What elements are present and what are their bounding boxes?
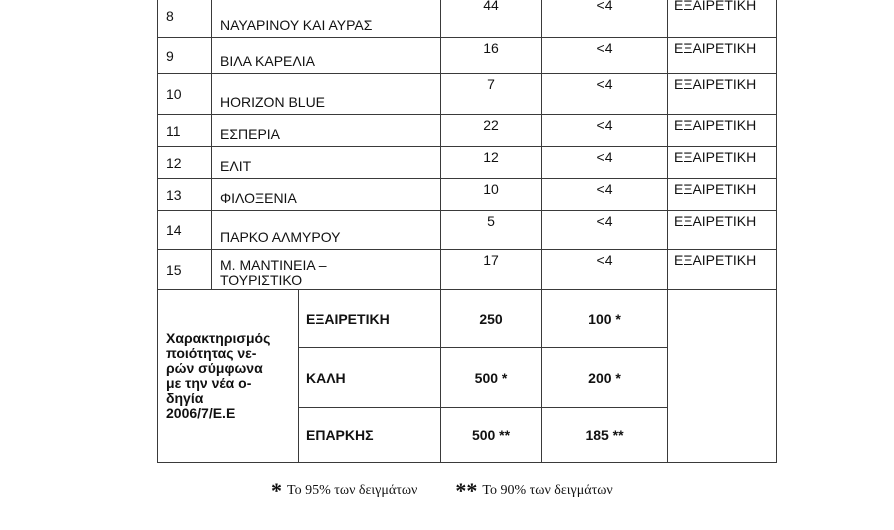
- quality-cell: ΕΞΑΙΡΕΤΙΚΗ: [668, 147, 777, 179]
- row-number: 9: [158, 38, 212, 74]
- quality-cell: ΕΞΑΙΡΕΤΙΚΗ: [668, 211, 777, 250]
- category-name: ΚΑΛΗ: [299, 348, 441, 408]
- limit-value: 250: [441, 290, 542, 348]
- value-cell: 10: [441, 179, 542, 211]
- classification-label-line: ποιότητας νε-: [166, 345, 257, 361]
- value-cell: 22: [441, 115, 542, 147]
- table-row: [158, 74, 777, 115]
- row-number: 13: [158, 179, 212, 211]
- classification-label-line: Χαρακτηρισμός: [166, 330, 271, 346]
- location-name: HORIZON BLUE: [212, 74, 441, 115]
- value-cell: <4: [542, 74, 668, 115]
- location-name-line: ΤΟΥΡΙΣΤΙΚΟ: [220, 272, 303, 288]
- row-number: 10: [158, 74, 212, 115]
- classification-label-line: 2006/7/Ε.Ε: [166, 405, 236, 421]
- limit-value: 500 *: [441, 348, 542, 408]
- value-cell: <4: [542, 211, 668, 250]
- location-name: ΠΑΡΚΟ ΑΛΜΥΡΟΥ: [212, 211, 441, 250]
- value-cell: 7: [441, 74, 542, 115]
- table-row: [158, 38, 777, 74]
- value-cell: 44: [441, 0, 542, 38]
- water-quality-table: [157, 0, 777, 463]
- row-number: 8: [158, 0, 212, 38]
- summary-row: [158, 290, 777, 348]
- table-row: [158, 0, 777, 38]
- table-row: [158, 115, 777, 147]
- value-cell: <4: [542, 115, 668, 147]
- value-cell: <4: [542, 147, 668, 179]
- value-cell: <4: [542, 179, 668, 211]
- quality-cell: ΕΞΑΙΡΕΤΙΚΗ: [668, 0, 777, 38]
- location-name: [212, 250, 441, 290]
- classification-label-line: δηγία: [166, 390, 204, 406]
- table-row: [158, 179, 777, 211]
- location-name-line: Μ. ΜΑΝΤΙΝΕΙΑ –: [220, 257, 327, 273]
- table-row: [158, 147, 777, 179]
- classification-label-line: ρών σύμφωνα: [166, 360, 263, 376]
- category-name: ΕΞΑΙΡΕΤΙΚΗ: [299, 290, 441, 348]
- footnote-marker: **: [455, 478, 478, 503]
- quality-cell: ΕΞΑΙΡΕΤΙΚΗ: [668, 250, 777, 290]
- footnotes: [271, 474, 613, 503]
- footnote-text: Το 90% των δειγμάτων: [482, 483, 613, 498]
- value-cell: 12: [441, 147, 542, 179]
- quality-cell: ΕΞΑΙΡΕΤΙΚΗ: [668, 74, 777, 115]
- limit-value: 500 **: [441, 408, 542, 463]
- row-number: 12: [158, 147, 212, 179]
- value-cell: 16: [441, 38, 542, 74]
- table-row: [158, 250, 777, 290]
- location-name: ΝΑΥΑΡΙΝΟΥ ΚΑΙ ΑΥΡΑΣ: [212, 0, 441, 38]
- value-cell: 5: [441, 211, 542, 250]
- value-cell: <4: [542, 250, 668, 290]
- table-row: [158, 211, 777, 250]
- row-number: 15: [158, 250, 212, 290]
- limit-value: 200 *: [542, 348, 668, 408]
- row-number: 11: [158, 115, 212, 147]
- location-name: ΕΛΙΤ: [212, 147, 441, 179]
- quality-cell: ΕΞΑΙΡΕΤΙΚΗ: [668, 179, 777, 211]
- quality-cell: ΕΞΑΙΡΕΤΙΚΗ: [668, 38, 777, 74]
- classification-label-line: με την νέα ο-: [166, 375, 252, 391]
- footnote-text: Το 95% των δειγμάτων: [287, 483, 418, 498]
- quality-cell: ΕΞΑΙΡΕΤΙΚΗ: [668, 115, 777, 147]
- value-cell: <4: [542, 38, 668, 74]
- location-name: ΒΙΛΑ ΚΑΡΕΛΙΑ: [212, 38, 441, 74]
- value-cell: <4: [542, 0, 668, 38]
- limit-value: 100 *: [542, 290, 668, 348]
- location-name: ΦΙΛΟΞΕΝΙΑ: [212, 179, 441, 211]
- location-name: ΕΣΠΕΡΙΑ: [212, 115, 441, 147]
- category-name: ΕΠΑΡΚΗΣ: [299, 408, 441, 463]
- value-cell: 17: [441, 250, 542, 290]
- limit-value: 185 **: [542, 408, 668, 463]
- footnote-marker: *: [271, 478, 282, 503]
- row-number: 14: [158, 211, 212, 250]
- classification-label: [158, 290, 299, 463]
- empty-cell: [668, 290, 777, 463]
